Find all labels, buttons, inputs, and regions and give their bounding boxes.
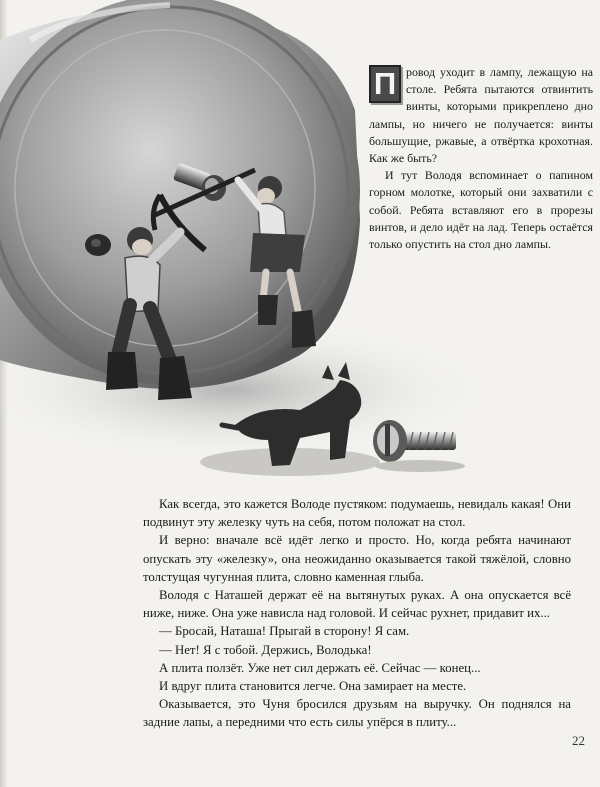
main-paragraph-4: — Бросай, Наташа! Прыгай в сторону! Я сам. <box>159 624 410 639</box>
main-paragraph-6: А плита ползёт. Уже нет сил держать её. Сейчас — конец... <box>159 660 481 675</box>
side-paragraph-1 <box>369 64 593 167</box>
main-paragraph-5: — Нет! Я с тобой. Держись, Володька! <box>159 642 372 657</box>
main-paragraph-1: Как всегда, это кажется Володе пустяком: подумаешь, невидаль какая! Они подвинут эту железку чуть на себя, потом положат на стол. <box>143 497 571 530</box>
side-text-block <box>369 64 593 253</box>
main-paragraph-7: И вдруг плита становится легче. Она замирает на месте. <box>159 679 467 694</box>
drop-cap: П <box>369 65 401 103</box>
main-paragraph-3: Володя с Наташей держат её на вытянутых руках. А она опускается всё ниже, ниже. Она уже нависла над головой. И сейчас рухнет, придавит их... <box>143 588 571 621</box>
screw-shadow <box>375 460 465 472</box>
main-text-block <box>143 495 571 732</box>
page-number: 22 <box>572 733 585 748</box>
main-paragraph-2: И верно: вначале всё идёт легко и просто. Но, когда ребята начинают опускать эту «железку», она неожиданно оказывается такой тяжёлой, словно толстущая чугунная плита, словно каменная глыба. <box>143 533 571 584</box>
main-paragraph-8: Оказывается, это Чуня бросился друзьям на выручку. Он поднялся на задние лапы, а передними что есть силы упёрся в плиту... <box>143 697 571 730</box>
side-paragraph-1-text: ровод уходит в лампу, лежащую на столе. Ребята пытаются отвинтить винты, которыми прикреплено дно лампы, но ничего не получается: винты большущие, ржавые, а отвёртка крохотная. Как же быть? <box>369 65 593 166</box>
side-paragraph-2: И тут Володя вспоминает о папином горном молотке, который они захватили с собой. Ребята вставляют его в прорезы винтов, и дело идёт на лад. Теперь остаётся только опустить на стол дно лампы. <box>369 168 593 252</box>
